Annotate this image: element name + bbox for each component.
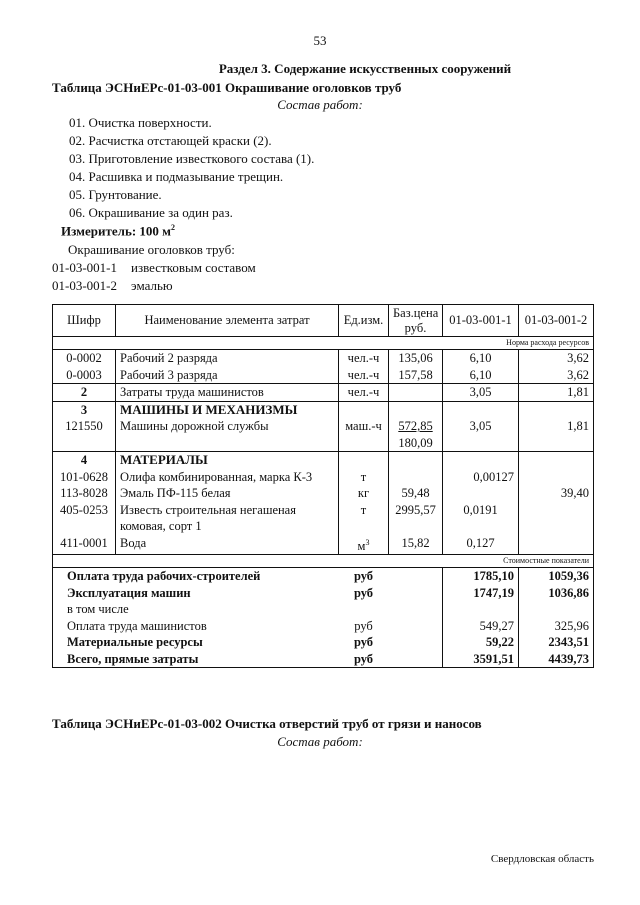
price-secondary: 180,09 <box>398 435 433 450</box>
group-row <box>53 401 594 418</box>
row-name: Известь строительная негашеная комовая, сорт 1 <box>116 502 339 535</box>
cost-value-2: 1036,86 <box>519 585 594 602</box>
row-code: 2 <box>53 384 116 402</box>
price-primary: 572,85 <box>398 419 433 433</box>
cost-name: Оплата труда машинистов <box>53 618 339 635</box>
row-code: 405-0253 <box>53 502 116 535</box>
cost-unit: руб <box>354 618 373 633</box>
cost-value-1 <box>443 601 519 618</box>
row-price: 135,06 <box>389 350 443 367</box>
footer-region: Свердловская область <box>490 853 594 865</box>
work-item: 02. Расчистка отстающей краски (2). <box>69 133 272 148</box>
row-unit: чел.-ч <box>339 350 389 367</box>
row-value-1: 6,10 <box>443 367 519 384</box>
work-item: 01. Очистка поверхности. <box>69 115 212 130</box>
row-unit: чел.-ч <box>339 367 389 384</box>
row-name: Рабочий 2 разряда <box>116 350 339 367</box>
cost-value-1: 59,22 <box>443 634 519 651</box>
header-col2: 01-03-001-2 <box>519 305 594 337</box>
cost-row <box>53 585 594 602</box>
cost-name: в том числе <box>53 601 339 618</box>
cost-label: Стоимостные показатели <box>53 555 594 568</box>
row-unit: $м^3$ <box>339 535 389 555</box>
norm-label: Норма расхода ресурсов <box>53 337 594 350</box>
table-row <box>53 384 594 402</box>
cost-name: Оплата труда рабочих-строителей <box>53 568 339 585</box>
table-row <box>53 502 594 535</box>
cost-unit: руб <box>353 585 374 600</box>
group-row <box>53 452 594 469</box>
cost-label-row <box>53 555 594 568</box>
header-code: Шифр <box>53 305 116 337</box>
cost-unit: руб <box>339 651 389 668</box>
row-unit: т <box>339 469 389 486</box>
cost-value-1: 1747,19 <box>443 585 519 602</box>
row-code: 121550 <box>53 418 116 452</box>
group-name: МАШИНЫ И МЕХАНИЗМЫ <box>116 401 339 418</box>
table-row <box>53 367 594 384</box>
header-name: Наименование элемента затрат <box>116 305 339 337</box>
row-value-1: 0,0191 <box>443 502 519 535</box>
group-code: 4 <box>53 452 116 469</box>
work-item: 06. Окрашивание за один раз. <box>69 205 233 220</box>
row-name: Вода <box>116 535 339 555</box>
cost-row <box>53 634 594 651</box>
row-unit: маш.-ч <box>339 418 389 452</box>
code-line: 01-03-001-2 эмалью <box>52 278 173 293</box>
row-code: 0-0002 <box>53 350 116 367</box>
row-value-1: 3,05 <box>443 418 519 452</box>
measure-unit: Измеритель: 100 $м^2$ <box>61 223 176 239</box>
code-line: 01-03-001-1 известковым составом <box>52 260 256 275</box>
row-name: Машины дорожной службы <box>116 418 339 452</box>
row-value-1: 0,00127 <box>443 469 519 486</box>
table-row <box>53 535 594 555</box>
table-row <box>53 350 594 367</box>
row-value-1 <box>443 485 519 502</box>
group-name: МАТЕРИАЛЫ <box>116 452 339 469</box>
header-price: Баз.цена руб. <box>389 305 443 337</box>
row-code: 101-0628 <box>53 469 116 486</box>
row-value-1: 0,127 <box>443 535 519 555</box>
row-price: 59,48 <box>389 485 443 502</box>
row-price <box>389 469 443 486</box>
resource-table <box>52 304 594 668</box>
row-value-2: 3,62 <box>519 350 594 367</box>
cost-value-2: 4439,73 <box>519 651 594 668</box>
cost-value-2: 325,96 <box>519 618 594 635</box>
row-value-2: 39,40 <box>519 485 594 502</box>
row-code: 113-8028 <box>53 485 116 502</box>
cost-name: Эксплуатация машин <box>53 585 339 602</box>
group-code: 3 <box>53 401 116 418</box>
header-unit: Ед.изм. <box>339 305 389 337</box>
row-value-2: 3,62 <box>519 367 594 384</box>
row-price: 157,58 <box>389 367 443 384</box>
row-value-2 <box>519 535 594 555</box>
row-value-1: 6,10 <box>443 350 519 367</box>
works-heading: Состав работ: <box>277 97 363 112</box>
row-price: 2995,57 <box>389 502 443 535</box>
cost-unit: руб <box>353 635 374 650</box>
row-unit: чел.-ч <box>339 384 389 402</box>
cost-value-1: 1785,10 <box>443 568 519 585</box>
row-price <box>389 384 443 402</box>
table-header-row <box>53 305 594 337</box>
row-unit: т <box>339 502 389 535</box>
row-price <box>389 418 443 452</box>
work-item: 03. Приготовление известкового состава (1). <box>69 151 315 166</box>
cost-name: Всего, прямые затраты <box>53 651 339 668</box>
table-title: Таблица ЭСНиЕРс-01-03-002 Очистка отверстий труб от грязи и наносов <box>52 716 482 731</box>
cost-value-1: 549,27 <box>443 618 519 635</box>
row-name: Затраты труда машинистов <box>116 384 339 402</box>
cost-value-2: 1059,36 <box>519 568 594 585</box>
row-value-2: 1,81 <box>519 418 594 452</box>
work-item: 05. Грунтование. <box>69 187 162 202</box>
row-code: 411-0001 <box>53 535 116 555</box>
row-value-2 <box>519 502 594 535</box>
cost-unit: руб <box>353 569 374 584</box>
page-number: 53 <box>313 33 327 48</box>
row-name: Олифа комбинированная, марка К-3 <box>116 469 339 486</box>
table-row <box>53 485 594 502</box>
cost-value-2 <box>519 601 594 618</box>
cost-unit <box>339 601 389 618</box>
section-title: Раздел 3. Содержание искусственных сооружений <box>218 61 512 76</box>
row-price: 15,82 <box>389 535 443 555</box>
cost-value-1: 3591,51 <box>443 651 519 668</box>
table-row <box>53 418 594 452</box>
cost-value-2: 2343,51 <box>519 634 594 651</box>
row-name: Эмаль ПФ-115 белая <box>116 485 339 502</box>
cost-row <box>53 601 594 618</box>
work-item: 04. Расшивка и подмазывание трещин. <box>69 169 284 184</box>
works-heading: Состав работ: <box>277 734 363 749</box>
row-value-1: 3,05 <box>443 384 519 402</box>
row-name: Рабочий 3 разряда <box>116 367 339 384</box>
norm-label-row <box>53 337 594 350</box>
row-unit: кг <box>339 485 389 502</box>
header-col1: 01-03-001-1 <box>443 305 519 337</box>
row-value-2: 1,81 <box>519 384 594 402</box>
cost-name: Материальные ресурсы <box>53 634 339 651</box>
table-row <box>53 469 594 486</box>
cost-row <box>53 618 594 635</box>
cost-row <box>53 651 594 668</box>
table-title: Таблица ЭСНиЕРс-01-03-001 Окрашивание оголовков труб <box>52 80 402 95</box>
cost-row <box>53 568 594 585</box>
row-value-2 <box>519 469 594 486</box>
row-code: 0-0003 <box>53 367 116 384</box>
description: Окрашивание оголовков труб: <box>68 242 235 257</box>
